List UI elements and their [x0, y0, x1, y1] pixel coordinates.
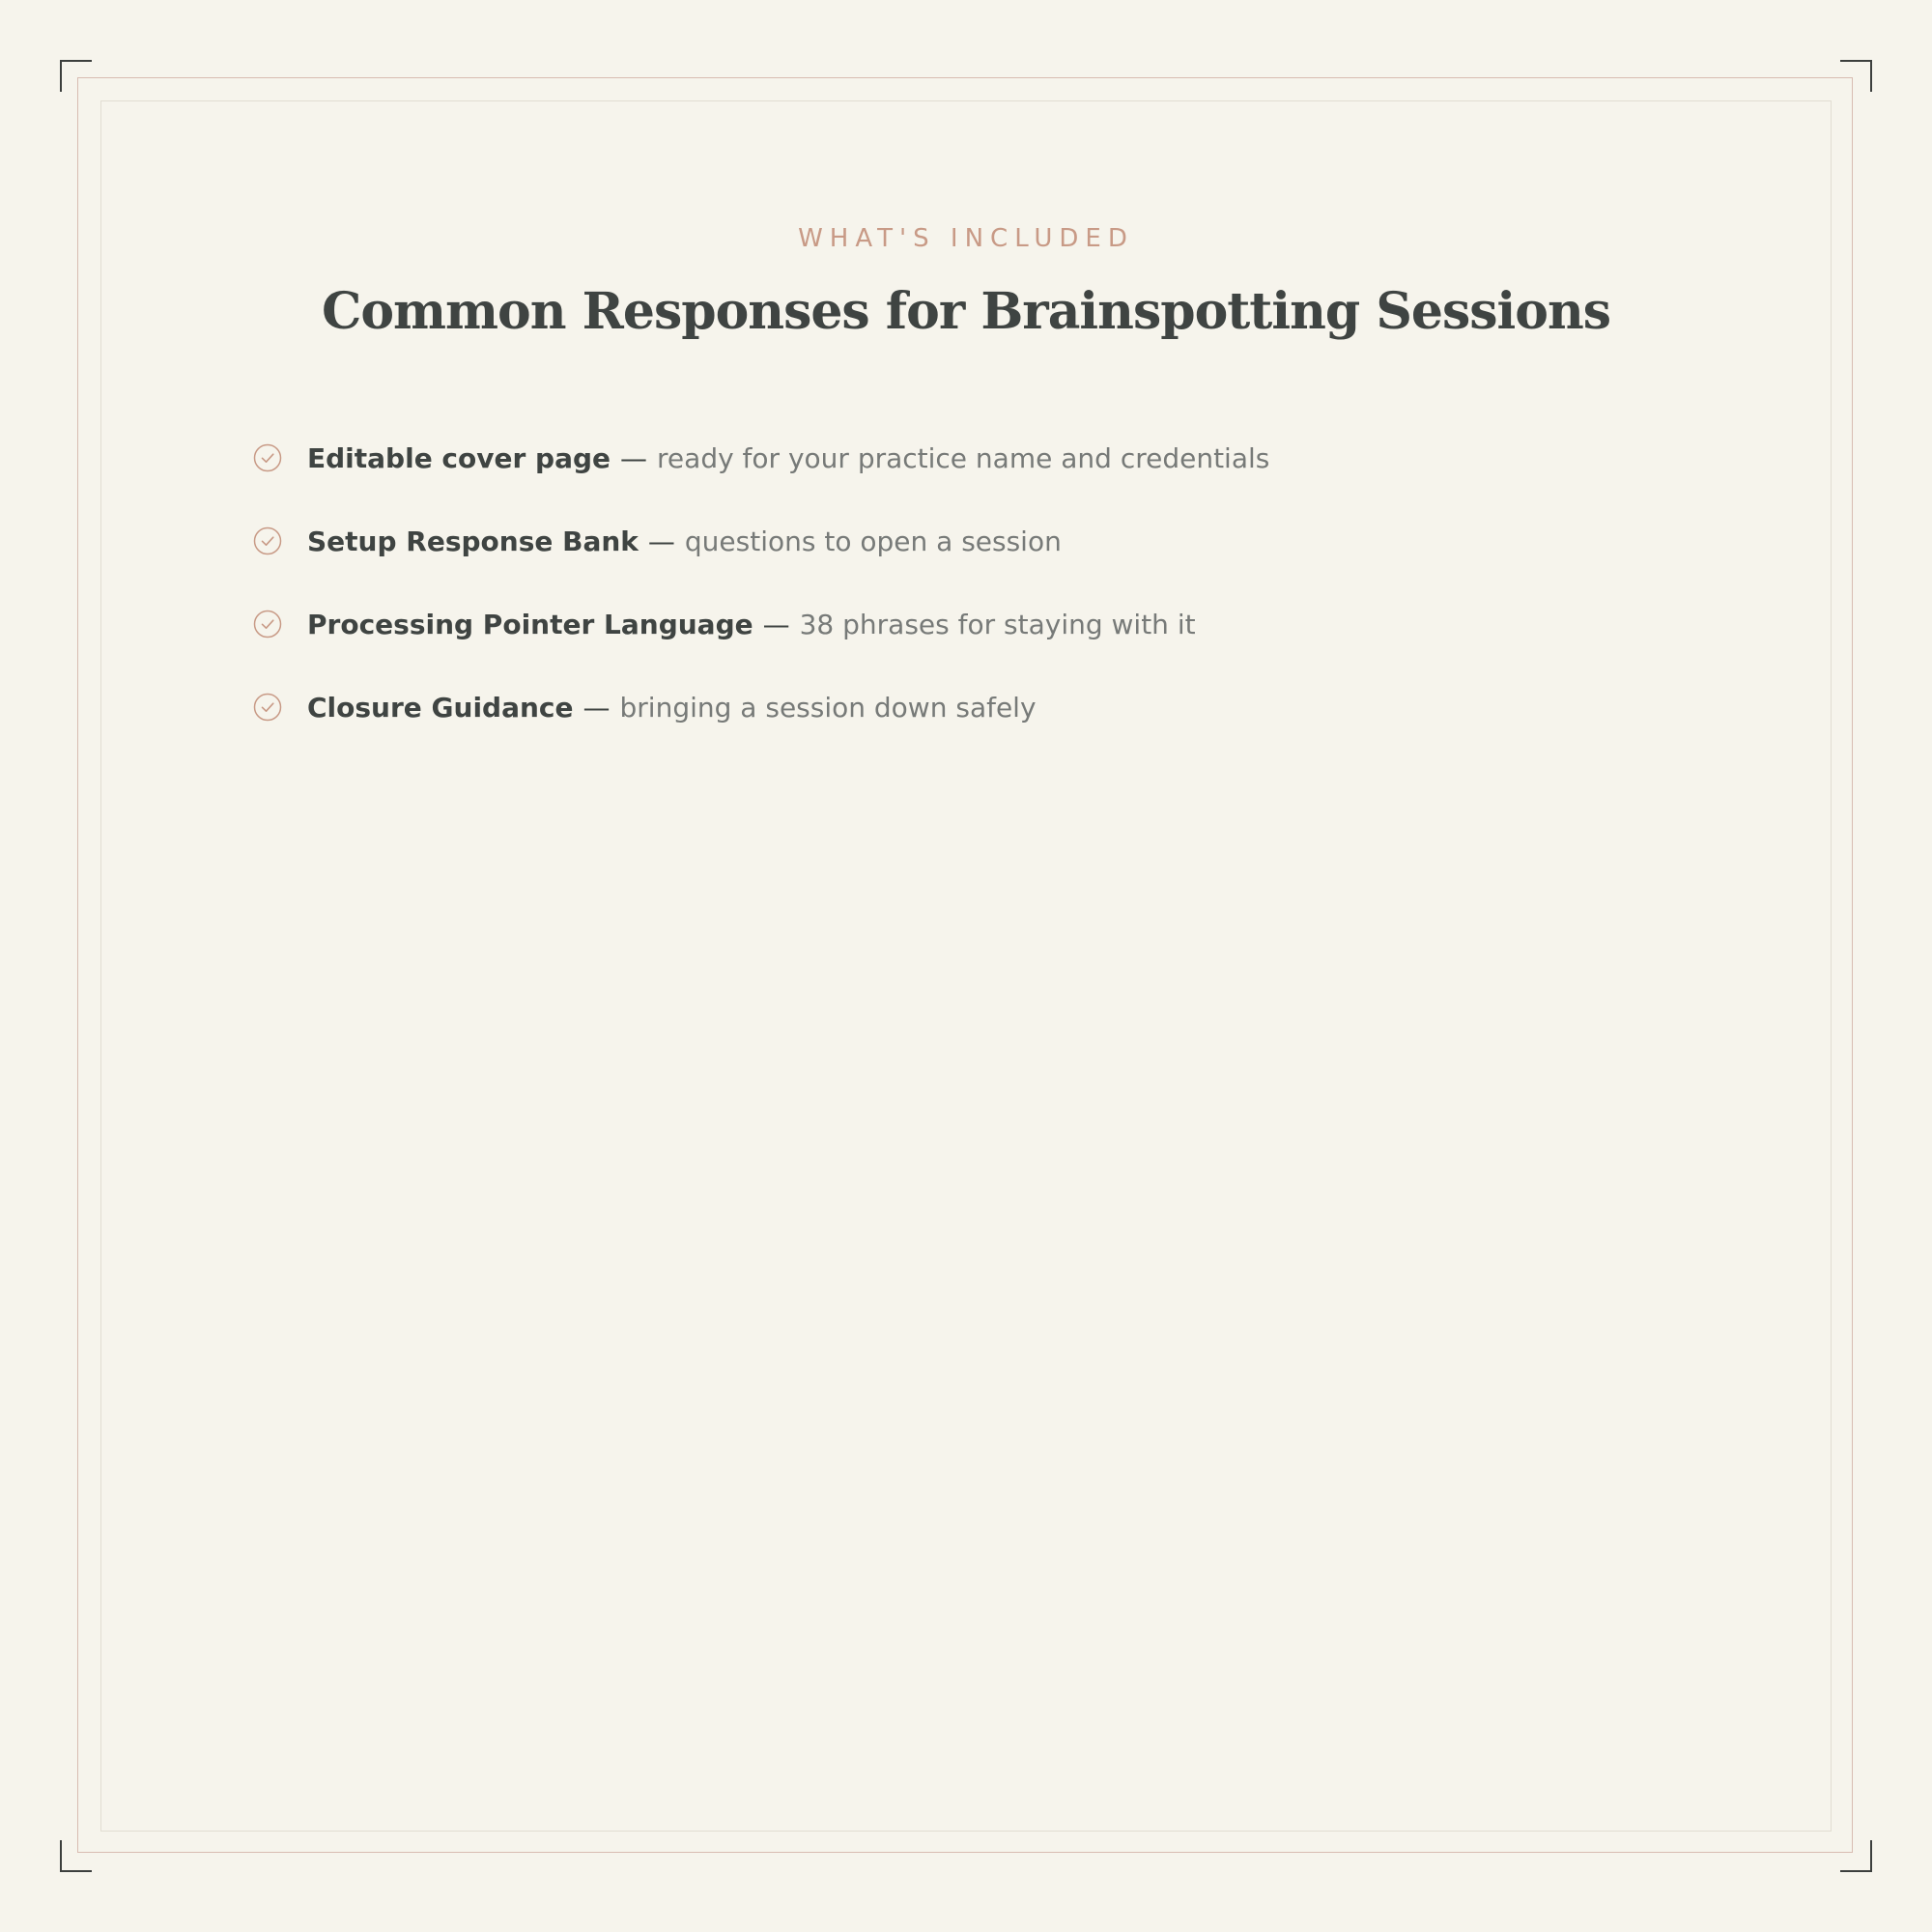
list-item: [253, 666, 1832, 749]
item-title: Processing Pointer Language: [307, 608, 753, 640]
check-circle-icon: [253, 610, 282, 639]
list-item: [253, 499, 1832, 582]
item-title: Setup Response Bank: [307, 525, 639, 557]
eyebrow-label: WHAT'S INCLUDED: [798, 224, 1134, 253]
list-item: [253, 582, 1832, 666]
page-content: [100, 100, 1832, 749]
item-separator: —: [647, 525, 675, 557]
check-circle-icon: [253, 526, 282, 555]
included-list: [100, 416, 1832, 749]
item-description: questions to open a session: [684, 525, 1062, 557]
item-separator: —: [762, 608, 790, 640]
item-description: 38 phrases for staying with it: [799, 608, 1196, 640]
item-separator: —: [582, 691, 611, 724]
item-separator: —: [620, 441, 648, 474]
item-title: Closure Guidance: [307, 691, 574, 724]
page-title: Common Responses for Brainspotting Sessions: [321, 282, 1611, 341]
item-description: bringing a session down safely: [619, 691, 1037, 724]
item-description: ready for your practice name and credentials: [657, 441, 1270, 474]
list-item: [253, 416, 1832, 499]
item-title: Editable cover page: [307, 441, 611, 474]
check-circle-icon: [253, 693, 282, 722]
check-circle-icon: [253, 443, 282, 472]
